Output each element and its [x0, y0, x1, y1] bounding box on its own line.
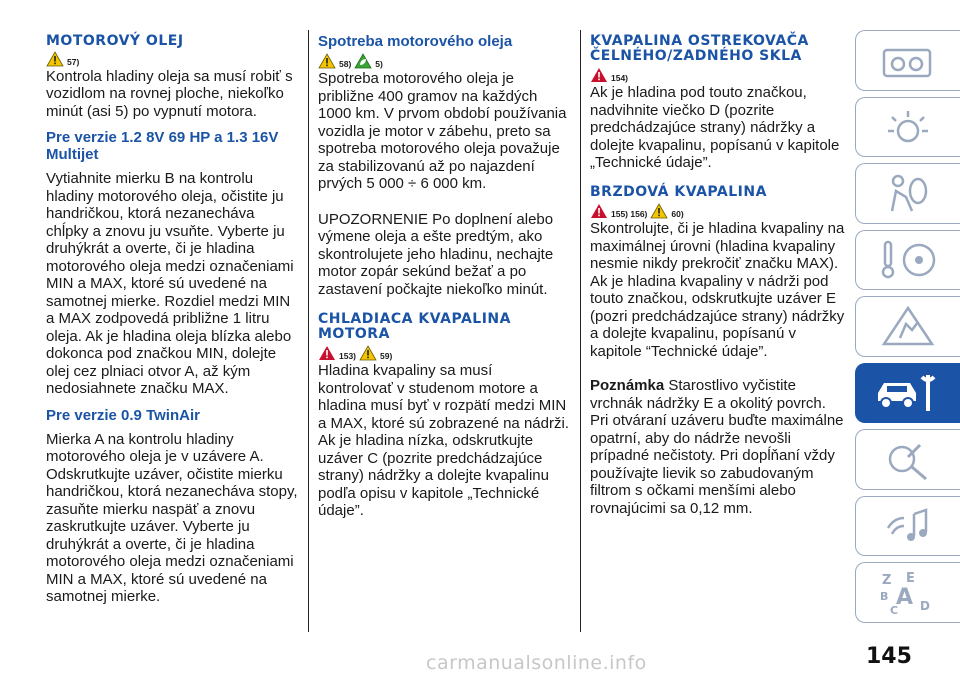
tab-maintenance[interactable]	[855, 363, 960, 424]
note-label: Poznámka	[590, 377, 665, 394]
warning-road-icon	[878, 304, 938, 348]
svg-text:A: A	[896, 585, 914, 611]
caution-triangle-icon	[318, 53, 336, 69]
paragraph-warning: UPOZORNENIE Po doplnení alebo výmene oleja a ešte predtým, ako skontrolujete jeho hladinu, nechajte motor zopár sekúnd bežať a po zastavení počkajte niekoľko minút.	[318, 210, 554, 298]
paragraph: Mierka A na kontrolu hladiny motorového oleja je v uzávere A. Odskrutkujte uzáver, očistite mierku handričkou, ktorá nezanecháva stopy, zasuňte mierku naspäť a znovu zaskrutkujte uzáver. Vyberte ju druhýkrát a overte, či je hladina motorového oleja medzi označeniami MIN a MAX, ktoré sú uvedené na samotnej mierke.	[46, 430, 298, 605]
svg-text:B: B	[880, 590, 889, 604]
section-heading-coolant: CHLADIACA KVAPALINA MOTORA	[318, 311, 511, 342]
watermark: carmanualsonline.info	[426, 652, 647, 674]
tab-lights[interactable]	[855, 97, 960, 158]
svg-text:D: D	[920, 599, 930, 614]
index-icon	[876, 568, 940, 616]
ref-number: 5)	[375, 59, 383, 69]
tab-emergency[interactable]	[855, 429, 960, 490]
environment-triangle-icon	[354, 53, 372, 69]
ref-number: 155) 156)	[611, 209, 648, 219]
ref-number: 58)	[339, 59, 352, 69]
svg-text:E: E	[906, 571, 915, 587]
caution-triangle-icon	[650, 203, 668, 219]
reference-marks	[46, 49, 298, 67]
ref-number: 57)	[67, 56, 80, 67]
warning-triangle-icon	[590, 67, 608, 83]
ref-number: 153)	[339, 351, 357, 361]
svg-text:Z: Z	[882, 573, 892, 589]
reference-marks	[590, 199, 845, 219]
paragraph: Spotreba motorového oleja je približne 400 gramov na každých 1000 km. V prvom období používania vozidla je motor v zábehu, preto sa spotreba motorového oleja považuje za stabilizovanú až po najazdení prvých 5 000 ÷ 6 000 km.	[318, 70, 567, 192]
key-steering-icon	[873, 238, 943, 282]
paragraph: Hladina kvapaliny sa musí kontrolovať v studenom motore a hladina musí byť v rozpätí medzi MIN a MAX, ktoré sú zobrazené na nádrži. Ak je hladina nízka, odskrutkujte uzáver C (pozrite predchádzajúce strany) nádržky a dolejte kvapalinu podľa opisu v kapitole „Technické údaje”.	[318, 362, 569, 519]
paragraph: Vytiahnite mierku B na kontrolu hladiny motorového oleja, očistite ju handričkou, ktorá nezanecháva chĺpky a znovu ju vsuňte. Vyberte ju druhýkrát a overte, či je hladina motorového oleja medzi označeniami MIN a MAX, ktoré sú uvedené na samotnej mierke. Rozdiel medzi MIN a MAX zodpovedá približne 1 litru oleja. Ak je hladina oleja blízka alebo dokonca pod značkou MIN, dolejte olej cez plniaci otvor A, až kým nedosiahnete značku MAX.	[46, 170, 294, 397]
column-3	[590, 0, 845, 517]
svg-text:C: C	[890, 604, 899, 617]
warning-triangle-icon	[590, 203, 608, 219]
ref-number: 59)	[380, 351, 393, 361]
airbag-icon	[878, 171, 938, 215]
page-number: 145	[866, 644, 912, 669]
tab-warning-lights[interactable]	[855, 296, 960, 357]
caution-triangle-icon	[359, 345, 377, 361]
paragraph: Ak je hladina pod touto značkou, nadvihnite viečko D (pozrite predchádzajúce strany) nádržky a dolejte kvapalinu, popísanú v kapitole „Technické údaje”.	[590, 84, 840, 171]
subheading-versions-12-13: Pre verzie 1.2 8V 69 HP a 1.3 16V Multijet	[46, 129, 279, 163]
ref-number: 60)	[671, 209, 684, 219]
column-1	[46, 0, 298, 606]
column-2	[318, 0, 570, 520]
tab-safety[interactable]	[855, 163, 960, 224]
subheading-twinair: Pre verzie 0.9 TwinAir	[46, 406, 200, 424]
media-icon	[878, 504, 938, 548]
tab-starting-driving[interactable]	[855, 230, 960, 291]
tab-dashboard[interactable]	[855, 30, 960, 91]
breakdown-icon	[878, 437, 938, 481]
section-heading-engine-oil: MOTOROVÝ OLEJ	[46, 33, 184, 49]
column-divider	[308, 30, 309, 632]
section-heading-washer-fluid: KVAPALINA OSTREKOVAČA ČELNÉHO/ZADNÉHO SKLA	[590, 33, 809, 64]
lights-icon	[878, 107, 938, 147]
note-text: Starostlivo vyčistite vrchnák nádržky E a okolitý povrch. Pri otváraní uzáveru buďte maximálne opatrní, aby do nádrže nevošli prípadné nečistoty. Pri dopĺňaní vždy používajte lievik so zabudovaným filtrom s očkami menšími alebo rovnajúcimi sa 0,12 mm.	[590, 377, 844, 517]
dashboard-icon	[878, 40, 938, 80]
subheading-oil-consumption: Spotreba motorového oleja	[318, 33, 513, 50]
ref-number: 154)	[611, 73, 629, 83]
paragraph: Skontrolujte, či je hladina kvapaliny na maximálnej úrovni (hladina kvapaliny nesmie nikdy prekročiť značku MAX). Ak je hladina kvapaliny v nádrži pod touto značkou, odskrutkujte uzáver E (pozri predchádzajúce strany) nádržky a dolejte kvapalinu, popísanú v kapitole “Technické údaje”.	[590, 220, 845, 360]
section-heading-brake-fluid: BRZDOVÁ KVAPALINA	[590, 183, 767, 200]
car-wrench-icon	[872, 371, 944, 415]
tab-multimedia[interactable]	[855, 496, 960, 557]
caution-triangle-icon	[46, 51, 64, 67]
paragraph-note	[590, 377, 845, 517]
reference-marks	[318, 50, 570, 69]
warning-triangle-icon	[318, 345, 336, 361]
column-divider	[580, 30, 581, 632]
paragraph: Kontrola hladiny oleja sa musí robiť s vozidlom na rovnej ploche, niekoľko minút (asi 5) po vypnutí motora.	[46, 67, 293, 120]
reference-marks	[318, 341, 570, 361]
chapter-tabs	[855, 30, 960, 629]
tab-index[interactable]	[855, 562, 960, 623]
reference-marks	[590, 63, 845, 83]
